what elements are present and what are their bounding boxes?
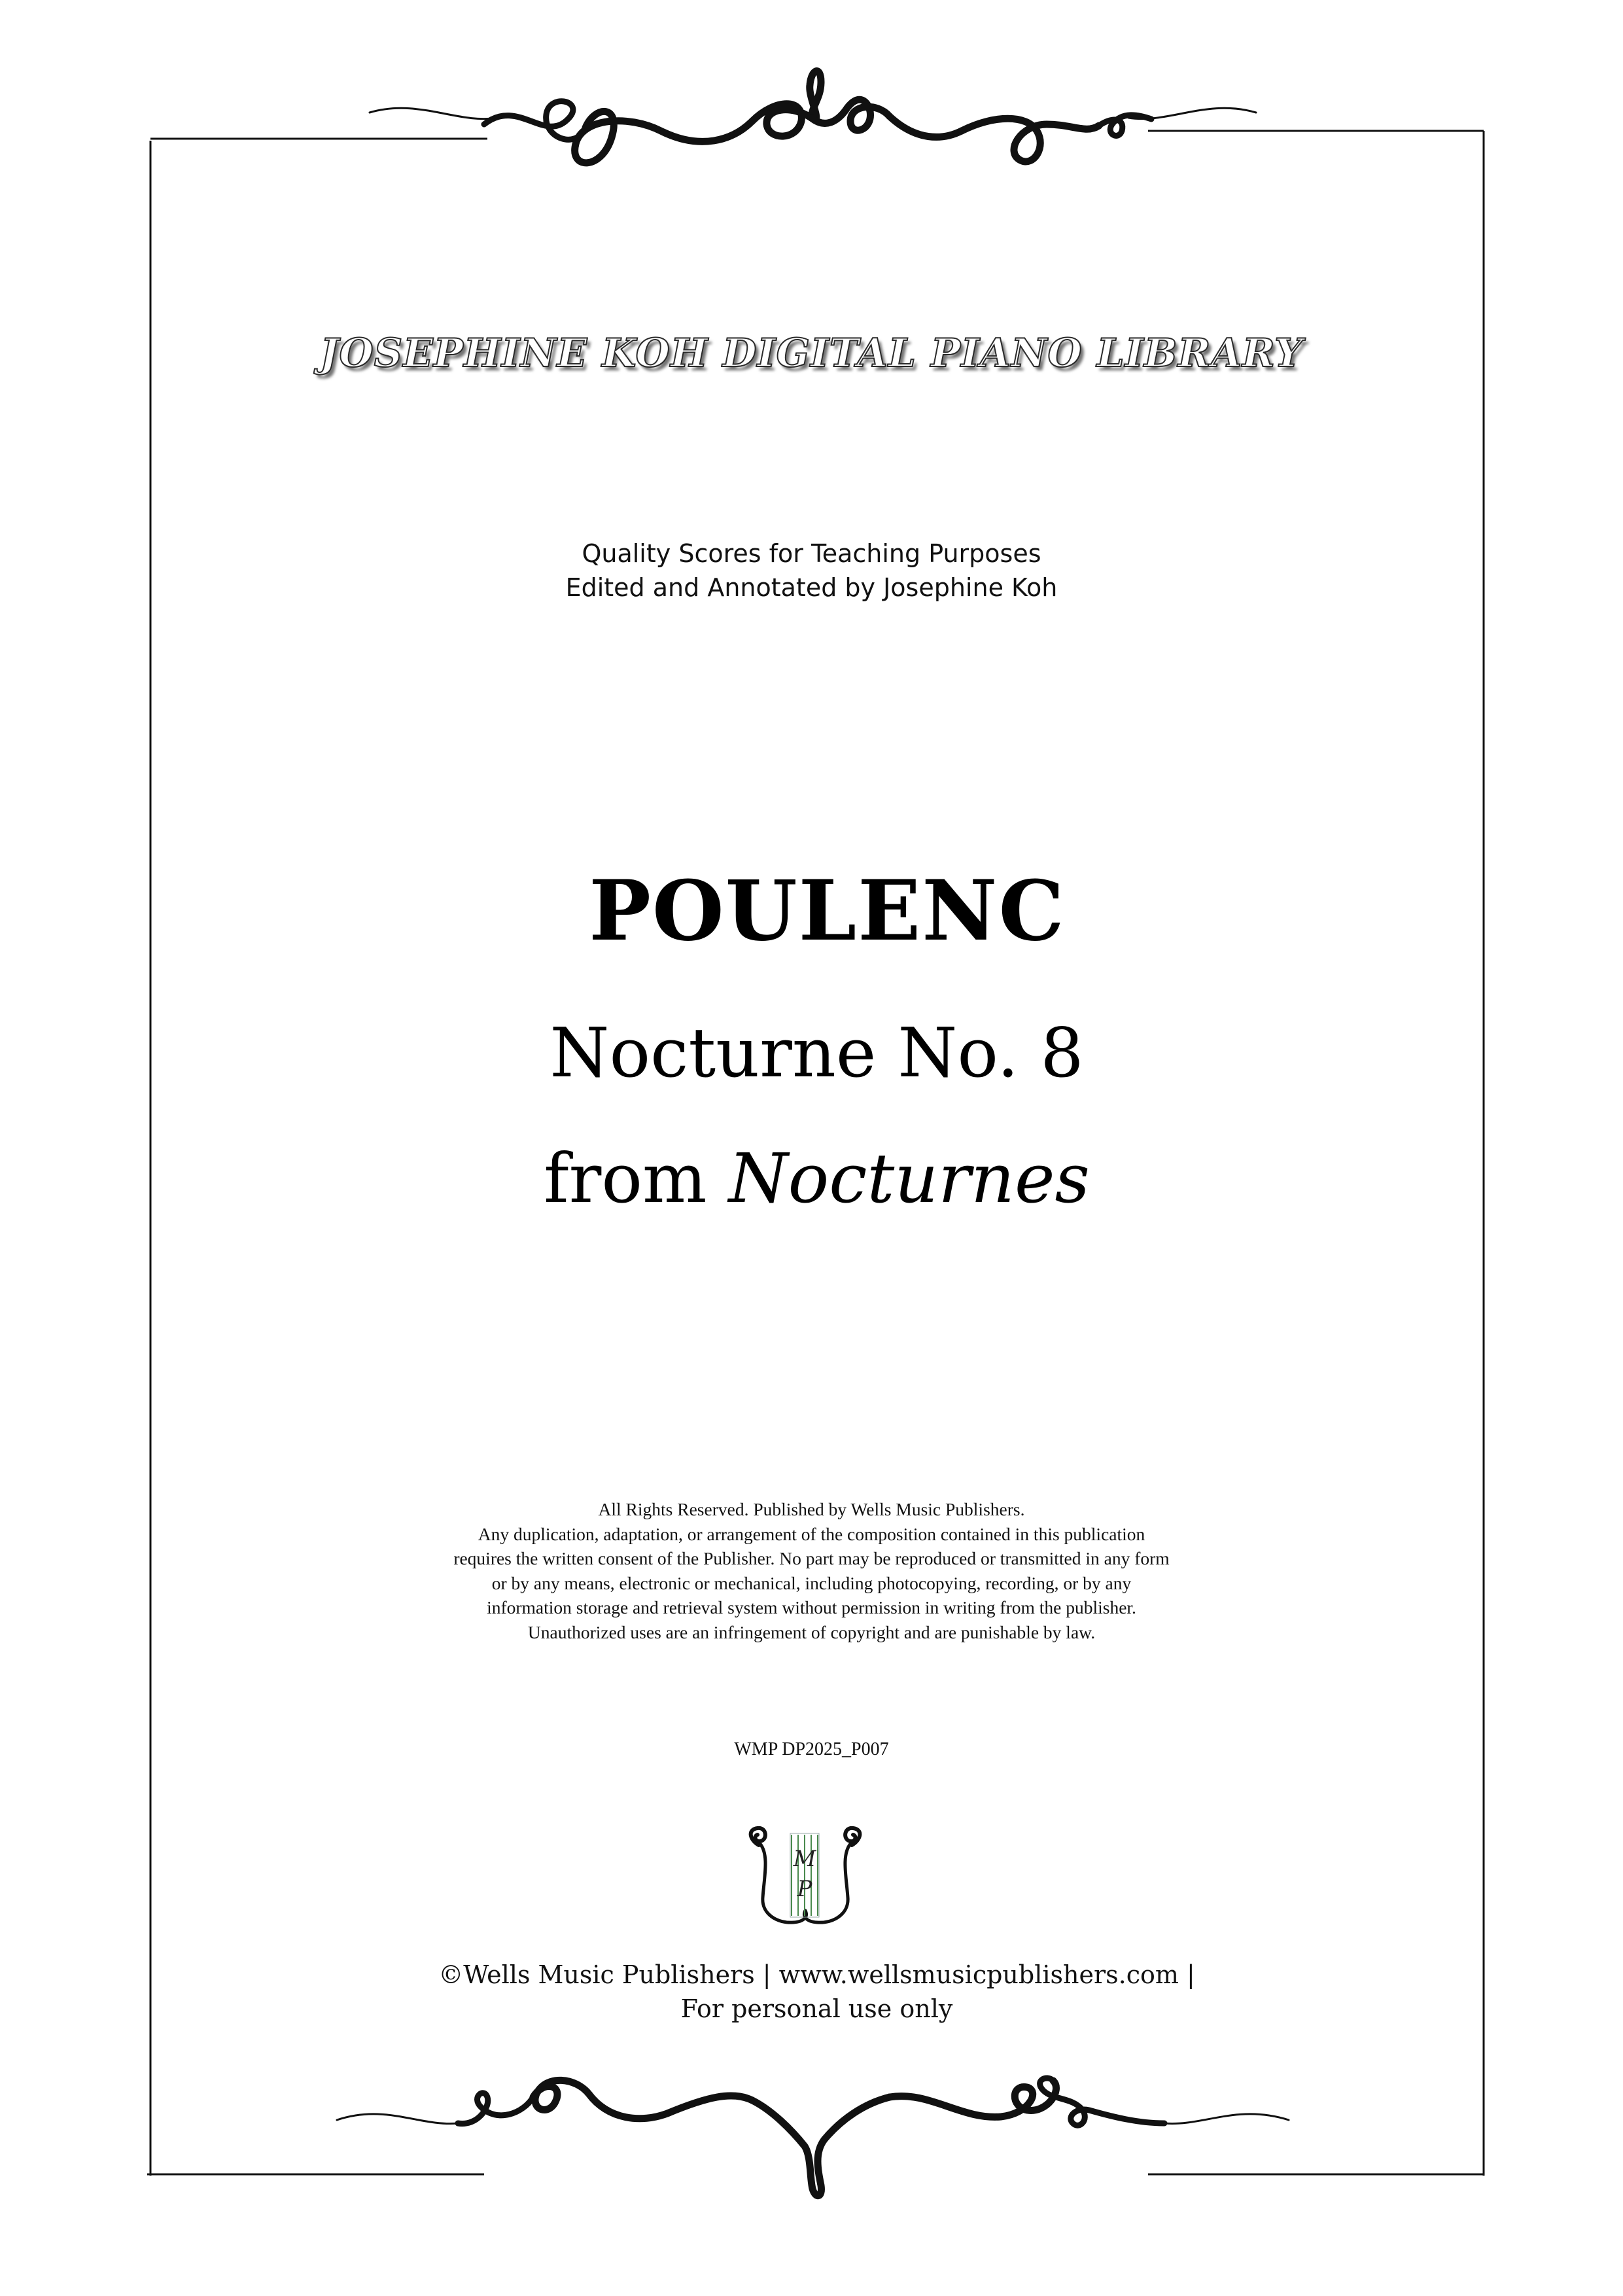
collection-title [5,1139,1623,1218]
tagline [0,537,1623,605]
copyright-line: All Rights Reserved. Published by Wells Music Publishers. [598,1499,1025,1519]
copyright-notice [0,1497,1623,1644]
copyright-line: information storage and retrieval system without permission in writing from the publisher. [487,1597,1136,1617]
footer-line-2: For personal use only [680,1994,953,2023]
tagline-line-2: Edited and Annotated by Josephine Koh [565,573,1058,602]
publisher-footer [5,1958,1623,2026]
top-flourish [370,71,1256,163]
work-title: Nocturne No. 8 [550,1013,1084,1093]
collection-name: Nocturnes [728,1139,1090,1218]
bottom-flourish [337,2078,1289,2196]
tagline-line-1: Quality Scores for Teaching Purposes [582,539,1041,568]
copyright-line: Any duplication, adaptation, or arrangement of the composition contained in this publication [478,1523,1145,1544]
copyright-line: requires the written consent of the Publisher. No part may be reproduced or transmitted in any form [453,1548,1170,1568]
footer-line-1: ©Wells Music Publishers | www.wellsmusicpublishers.com | [438,1960,1195,1989]
logo-letter-p: P [797,1876,812,1902]
logo-letter-m: M [793,1846,816,1872]
copyright-line: or by any means, electronic or mechanical, including photocopying, recording, or by any [491,1572,1132,1593]
composer-name: POULENC [589,862,1066,959]
copyright-line: Unauthorized uses are an infringement of copyright and are punishable by law. [527,1621,1096,1642]
from-label: from [544,1139,729,1218]
catalog-number: WMP DP2025_P007 [734,1739,889,1759]
library-name: JOSEPHINE KOH DIGITAL PIANO LIBRARY [320,330,1303,376]
publisher-logo [744,1826,866,1930]
